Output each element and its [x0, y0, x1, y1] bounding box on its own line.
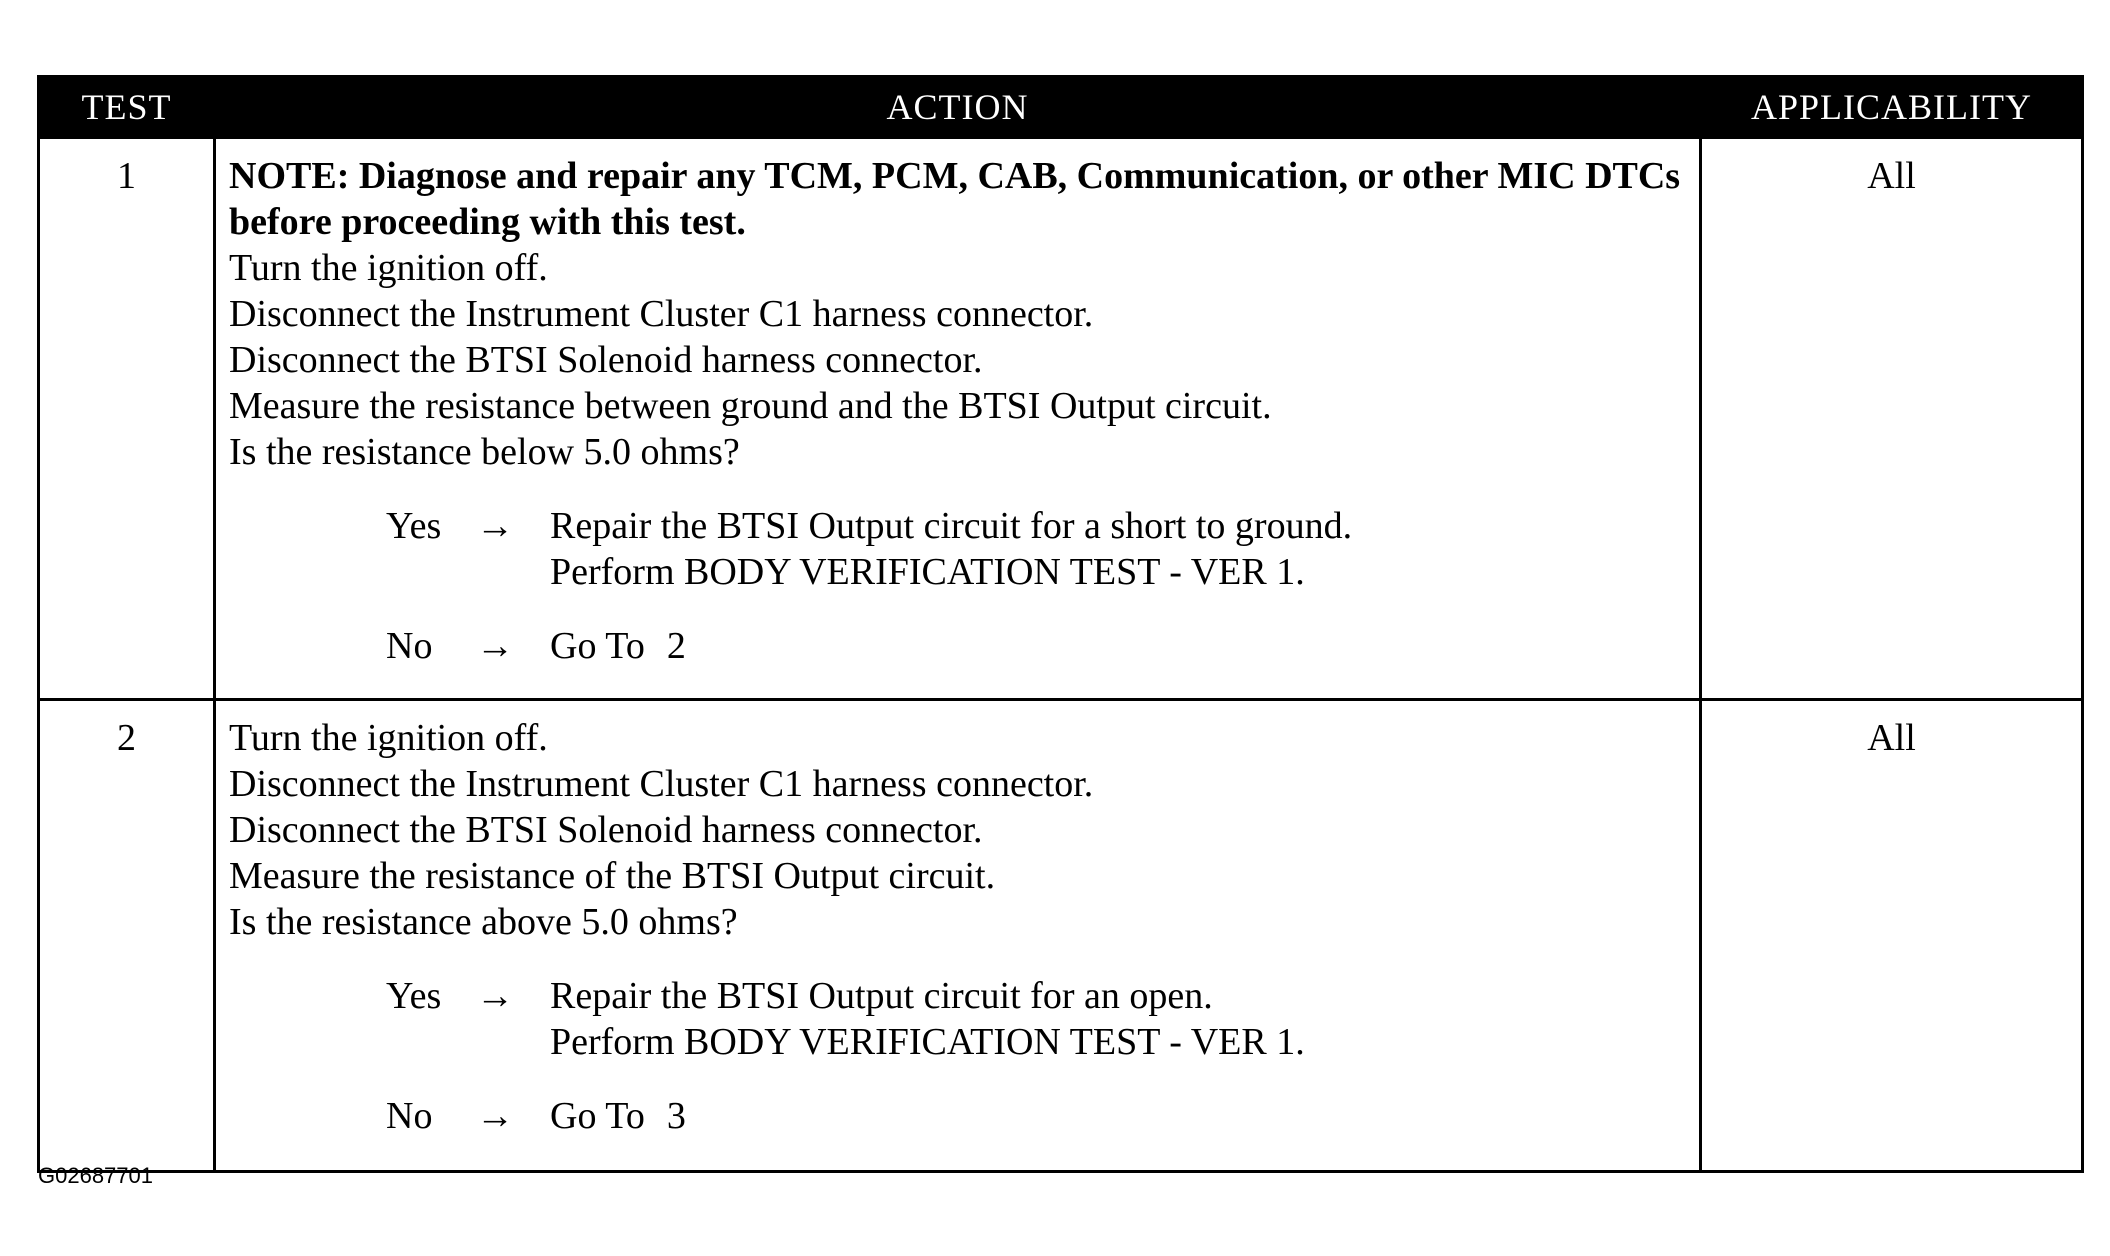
table-row	[39, 138, 2083, 700]
note-text: NOTE: Diagnose and repair any TCM, PCM, CAB, Communication, or other MIC DTCs before proceeding with this test.	[229, 155, 1681, 243]
header-row	[39, 77, 2083, 138]
figure-id: G02687701	[38, 1163, 153, 1188]
yes-outcome	[386, 973, 1699, 1065]
goto-test-number: 2	[666, 625, 686, 667]
arrow-right-icon: →	[476, 1095, 514, 1137]
diagnostic-table	[37, 75, 2084, 1173]
yes-outcome	[386, 503, 1699, 595]
step-line: Measure the resistance of the BTSI Output circuit.	[229, 855, 996, 897]
question-line: Is the resistance above 5.0 ohms?	[229, 901, 738, 943]
action-cell	[215, 700, 1701, 1172]
step-line: Disconnect the Instrument Cluster C1 harness connector.	[229, 763, 1094, 805]
arrow-right-icon: →	[476, 625, 514, 667]
no-label: No	[386, 1095, 433, 1137]
yes-result	[550, 973, 1305, 1065]
test-number: 2	[39, 700, 215, 1172]
goto-label: Go To	[550, 1095, 645, 1137]
outcomes	[229, 503, 1699, 669]
yes-result	[550, 503, 1352, 595]
arrow-right-icon: →	[476, 975, 514, 1017]
yes-label: Yes	[386, 975, 442, 1017]
result-line: Repair the BTSI Output circuit for a short to ground.	[550, 505, 1353, 547]
step-line: Turn the ignition off.	[229, 247, 548, 289]
result-line: Repair the BTSI Output circuit for an open.	[550, 975, 1213, 1017]
step-line: Disconnect the BTSI Solenoid harness connector.	[229, 339, 983, 381]
result-line: Perform BODY VERIFICATION TEST - VER 1.	[550, 1021, 1305, 1063]
test-number: 1	[39, 138, 215, 700]
step-line: Disconnect the Instrument Cluster C1 harness connector.	[229, 293, 1094, 335]
outcomes	[229, 973, 1699, 1139]
no-outcome	[386, 1093, 1699, 1139]
step-line: Measure the resistance between ground and the BTSI Output circuit.	[229, 385, 1272, 427]
no-result	[550, 623, 686, 669]
result-line: Perform BODY VERIFICATION TEST - VER 1.	[550, 551, 1305, 593]
yes-label: Yes	[386, 505, 442, 547]
applicability-value: All	[1701, 138, 2083, 700]
question-line: Is the resistance below 5.0 ohms?	[229, 431, 740, 473]
step-line: Disconnect the BTSI Solenoid harness connector.	[229, 809, 983, 851]
header-test: TEST	[39, 77, 215, 138]
step-line: Turn the ignition off.	[229, 717, 548, 759]
goto-test-number: 3	[666, 1095, 686, 1137]
no-outcome	[386, 623, 1699, 669]
no-result	[550, 1093, 686, 1139]
header-action: ACTION	[215, 77, 1701, 138]
action-cell	[215, 138, 1701, 700]
table-row	[39, 700, 2083, 1172]
header-applicability: APPLICABILITY	[1701, 77, 2083, 138]
applicability-value: All	[1701, 700, 2083, 1172]
goto-label: Go To	[550, 625, 645, 667]
no-label: No	[386, 625, 433, 667]
arrow-right-icon: →	[476, 505, 514, 547]
